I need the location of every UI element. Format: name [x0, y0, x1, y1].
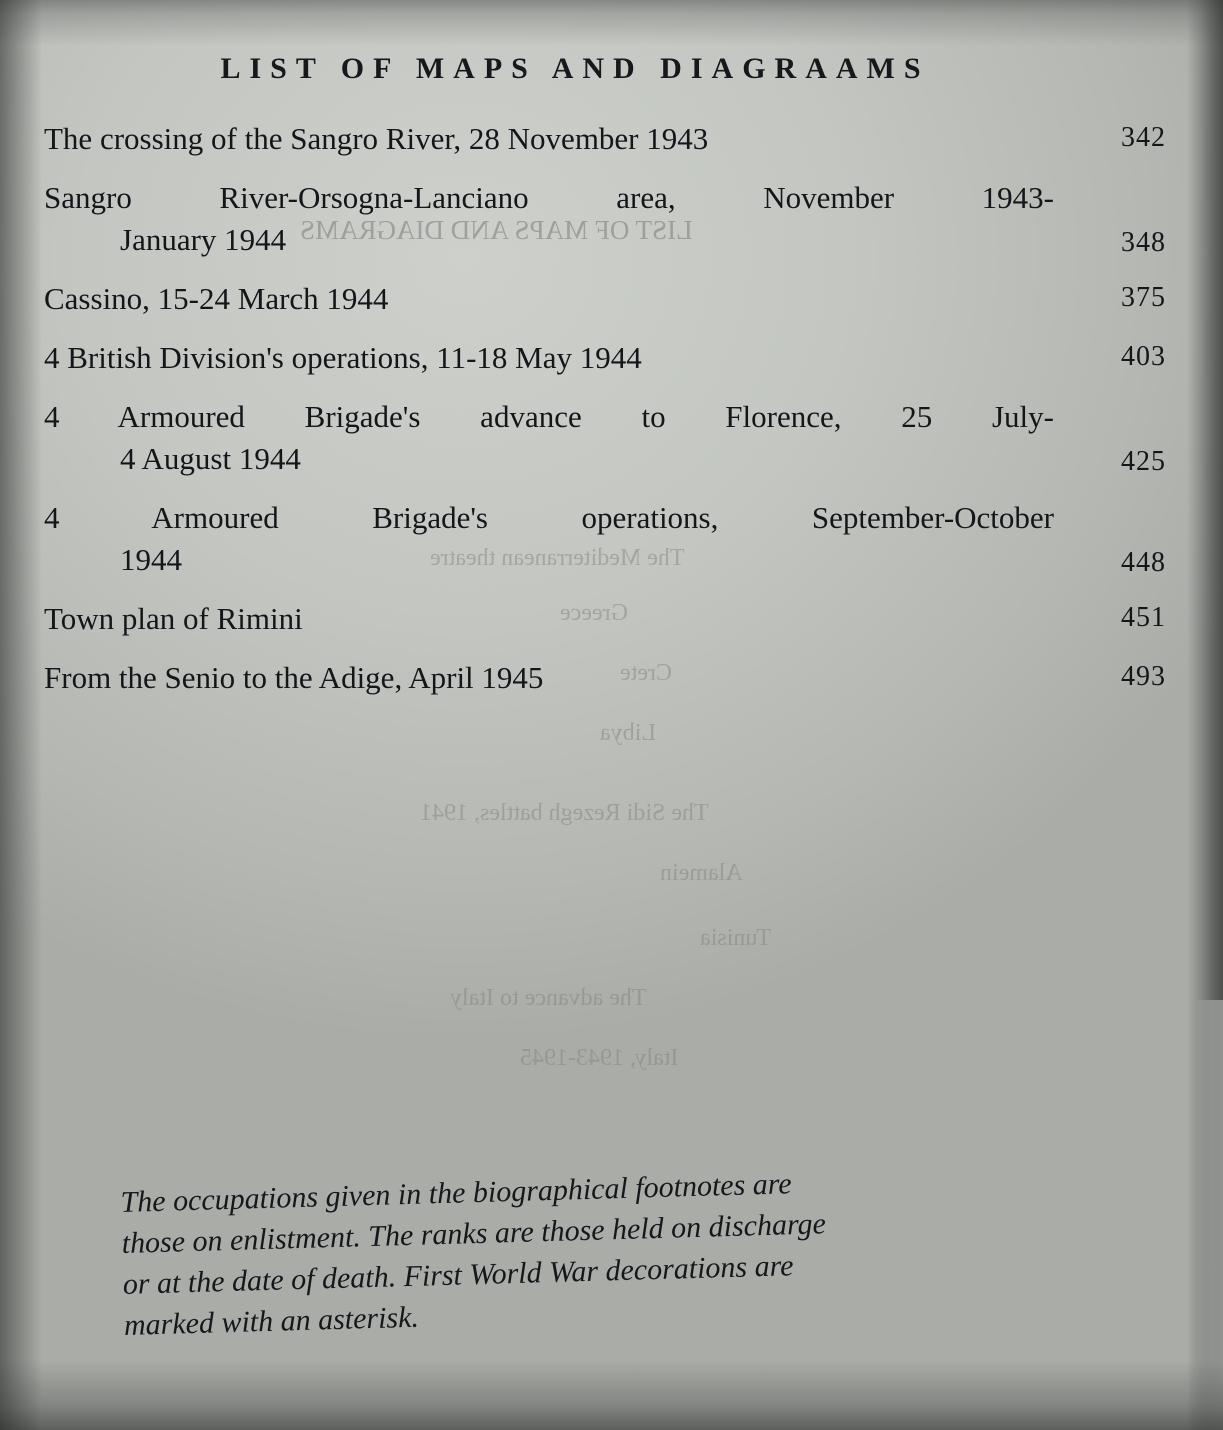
- page-title: LIST OF MAPS AND DIAGRAAMS: [220, 52, 930, 85]
- list-item-page: 403: [1121, 341, 1166, 372]
- list-item-title-cont: 4 August 1944: [120, 441, 301, 476]
- showthrough-line-6: The Sidi Rezegh battles, 1941: [420, 800, 709, 826]
- showthrough-line-10: Italy, 1943-1945: [520, 1045, 679, 1071]
- list-item-page: 425: [1121, 446, 1166, 477]
- list-item-title: Sangro River-Orsogna-Lanciano area, November 1943-: [44, 180, 1054, 215]
- list-item-title: Town plan of Rimini: [44, 601, 303, 636]
- list-item-title-cont: 1944: [120, 542, 182, 577]
- showthrough-line-2: The Mediterranean theatre: [430, 545, 685, 571]
- list-item-page: 493: [1121, 661, 1166, 692]
- list-item: [44, 118, 1174, 160]
- list-item: [44, 657, 1174, 699]
- footnote-line-1: The occupations given in the biographical footnotes are: [120, 1167, 793, 1219]
- footnote-explanation: [120, 1154, 1144, 1346]
- top-edge-shadow: [0, 0, 1223, 46]
- showthrough-line-1: LIST OF MAPS AND DIAGRAMS: [300, 215, 693, 245]
- list-item: [44, 396, 1174, 480]
- maps-list: [44, 118, 1174, 716]
- bottom-edge-shadow: [0, 1360, 1223, 1430]
- list-item-page: 451: [1121, 602, 1166, 633]
- list-item-page: 342: [1121, 122, 1166, 153]
- showthrough-line-4: Crete: [620, 660, 672, 686]
- showthrough-line-9: The advance to Italy: [450, 985, 647, 1011]
- showthrough-line-8: Tunisia: [700, 925, 772, 951]
- list-item: [44, 598, 1174, 640]
- list-item-title: 4 Armoured Brigade's advance to Florence, 25 July-: [44, 399, 1054, 434]
- footnote-line-3: or at the date of death. First World War decorations are: [122, 1249, 794, 1301]
- list-item-page: 448: [1121, 547, 1166, 578]
- showthrough-line-3: Greece: [560, 600, 628, 626]
- list-item: [44, 177, 1174, 261]
- list-item-title: The crossing of the Sangro River, 28 November 1943: [44, 121, 709, 156]
- showthrough-line-5: Libya: [600, 720, 656, 746]
- footnote-line-4: marked with an asterisk.: [123, 1300, 420, 1342]
- list-item-title-cont: January 1944: [120, 222, 287, 257]
- list-item-title: From the Senio to the Adige, April 1945: [44, 660, 544, 695]
- list-item: [44, 337, 1174, 379]
- list-item-title: Cassino, 15-24 March 1944: [44, 281, 389, 316]
- showthrough-line-7: Alamein: [660, 860, 743, 886]
- list-item-page: 348: [1121, 227, 1166, 258]
- list-item-title: 4 Armoured Brigade's operations, September-October: [44, 500, 1054, 535]
- footnote-line-2: those on enlistment. The ranks are those held on discharge: [121, 1207, 827, 1260]
- left-edge-shadow: [0, 0, 42, 1430]
- list-item: [44, 497, 1174, 581]
- list-item-page: 375: [1121, 282, 1166, 313]
- list-item-title: 4 British Division's operations, 11-18 May 1944: [44, 340, 642, 375]
- list-item: [44, 278, 1174, 320]
